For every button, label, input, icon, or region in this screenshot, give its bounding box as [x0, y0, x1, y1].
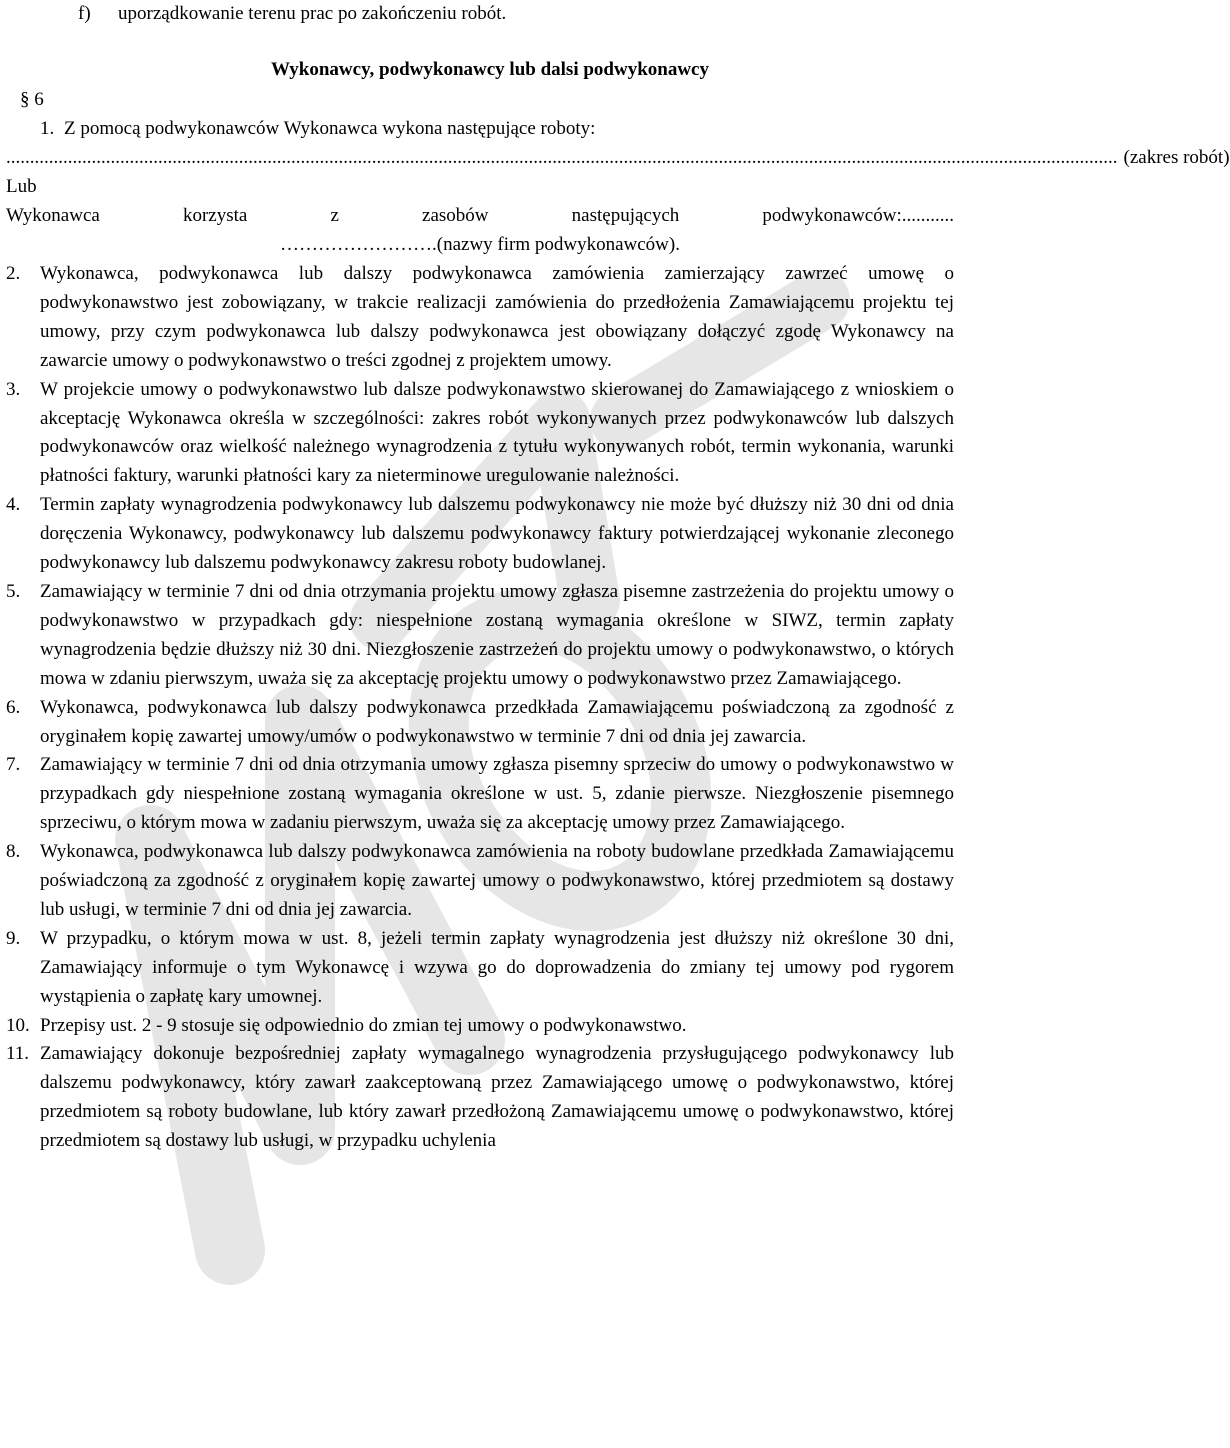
paragraph-number: 7.: [6, 754, 21, 776]
paragraph-text: W projekcie umowy o podwykonawstwo lub dalsze podwykonawstwo skierowanej do Zamawiającego z wnioskiem o akceptację Wykonawca określa w szczególności: zakres robót wykonywanych przez podwykonawców lub dalszych podwykonawców oraz wielkość należnego wynagrodzenia z tytułu wykonywanych robót, termin wykonania, warunki płatności faktury, warunki płatności kary za nieterminowe uregulowanie należności.: [40, 378, 954, 487]
section-number: § 6: [20, 89, 44, 110]
list-item: [0, 694, 960, 752]
scope-label: (zakres robót): [1123, 147, 1230, 168]
paragraph-number: 6.: [6, 696, 21, 718]
paragraph-number: 3.: [6, 378, 21, 400]
list-item: [0, 491, 960, 578]
names-line: …………………….(nazwy firm podwykonawców).: [280, 234, 680, 255]
scope-fill-line: [6, 144, 1230, 173]
list-marker: f): [78, 3, 91, 24]
paragraph-text: Zamawiający dokonuje bezpośredniej zapłaty wymagalnego wynagrodzenia przysługującego podwykonawcy lub dalszemu podwykonawcy, który zawarł zaakceptowaną przez Zamawiającego umowę o podwykonawstwo, której przedmiotem są roboty budowlane, lub który zawarł przedłożoną Zamawiającemu umowę o podwykonawstwo, której przedmiotem są dostawy lub usługi, w przypadku uchylenia: [40, 1043, 954, 1152]
list-item: [0, 1012, 960, 1041]
paragraph-number: 1.: [40, 118, 55, 139]
list-item: [0, 925, 960, 1012]
list-item: [0, 838, 960, 925]
paragraph-number: 10.: [6, 1014, 30, 1036]
list-item-text: uporządkowanie terenu prac po zakończeniu robót.: [118, 3, 507, 24]
list-item: [0, 376, 960, 492]
list-item: [0, 751, 960, 838]
paragraph-number: 8.: [6, 841, 21, 863]
or-label: Lub: [6, 176, 37, 197]
paragraph-number: 9.: [6, 927, 21, 949]
paragraph-text: Z pomocą podwykonawców Wykonawca wykona następujące roboty:: [64, 118, 596, 139]
paragraph-text: Zamawiający w terminie 7 dni od dnia otrzymania projektu umowy zgłasza pisemne zastrzeżenia do projektu umowy o podwykonawstwo w przypadkach gdy: niespełnione zostaną wymagania określone w SIWZ, termin zapłaty wynagrodzenia będzie dłuższy niż 30 dni. Niezgłoszenie zastrzeżeń do projektu umowy o podwykonawstwo, o których mowa w zdaniu pierwszym, uważa się za akceptację projektu umowy o podwykonawstwo przez Zamawiającego.: [40, 580, 954, 689]
paragraph-number: 2.: [6, 263, 21, 284]
section-heading: Wykonawcy, podwykonawcy lub dalsi podwykonawcy: [270, 59, 709, 80]
numbered-list: [0, 260, 960, 1156]
list-item: [0, 578, 960, 694]
resources-line: Wykonawca korzysta z zasobów następujących podwykonawców:...........: [6, 205, 954, 226]
list-item: [0, 260, 960, 376]
paragraph-text: W przypadku, o którym mowa w ust. 8, jeżeli termin zapłaty wynagrodzenia jest dłuższy niż określone 30 dni, Zamawiający informuje o tym Wykonawcę i wzywa go do doprowadzenia do zmiany tej umowy pod rygorem wystąpienia o zapłatę kary umownej.: [40, 927, 954, 1007]
dotted-leader: ..........................................................................................................................................................................................................................................: [6, 147, 1118, 168]
list-item: [0, 1040, 960, 1156]
paragraph-text: Przepisy ust. 2 - 9 stosuje się odpowiednio do zmian tej umowy o podwykonawstwo.: [40, 1014, 687, 1036]
paragraph-text: Zamawiający w terminie 7 dni od dnia otrzymania umowy zgłasza pisemny sprzeciw do umowy o podwykonawstwo w przypadkach gdy niespełnione zostaną wymagania określone w ust. 5, zdanie pierwsze. Niezgłoszenie pisemnego sprzeciwu, o którym mowa w zadaniu pierwszym, uważa się za akceptację umowy przez Zamawiającego.: [40, 754, 954, 834]
paragraph-number: 11.: [6, 1043, 30, 1065]
paragraph-number: 4.: [6, 494, 21, 516]
list-item-f: [78, 0, 506, 29]
paragraph-text: Termin zapłaty wynagrodzenia podwykonawcy lub dalszemu podwykonawcy nie może być dłuższy niż 30 dni od dnia doręczenia Wykonawcy, podwykonawcy lub dalszemu podwykonawcy faktury potwierdzającej wykonanie zleconego podwykonawcy lub dalszemu podwykonawcy zakresu roboty budowlanej.: [40, 494, 954, 574]
paragraph-1: [40, 115, 595, 144]
paragraph-number: 5.: [6, 580, 21, 602]
paragraph-text: Wykonawca, podwykonawca lub dalszy podwykonawca przedkłada Zamawiającemu poświadczoną za zgodność z oryginałem kopię zawartej umowy/umów o podwykonawstwo w terminie 7 dni od dnia jej zawarcia.: [40, 696, 954, 747]
paragraph-text: Wykonawca, podwykonawca lub dalszy podwykonawca zamówienia zamierzający zawrzeć umowę o podwykonawstwo jest zobowiązany, w trakcie realizacji zamówienia do przedłożenia Zamawiającemu projektu tej umowy, przy czym podwykonawca lub dalszy podwykonawca jest obowiązany dołączyć zgodę Wykonawcy na zawarcie umowy o podwykonawstwo o treści zgodnej z projektem umowy.: [40, 263, 954, 371]
paragraph-text: Wykonawca, podwykonawca lub dalszy podwykonawca zamówienia na roboty budowlane przedkłada Zamawiającemu poświadczoną za zgodność z oryginałem kopię zawartej umowy o podwykonawstwo, której przedmiotem są dostawy lub usługi, w terminie 7 dni od dnia jej zawarcia.: [40, 841, 954, 920]
